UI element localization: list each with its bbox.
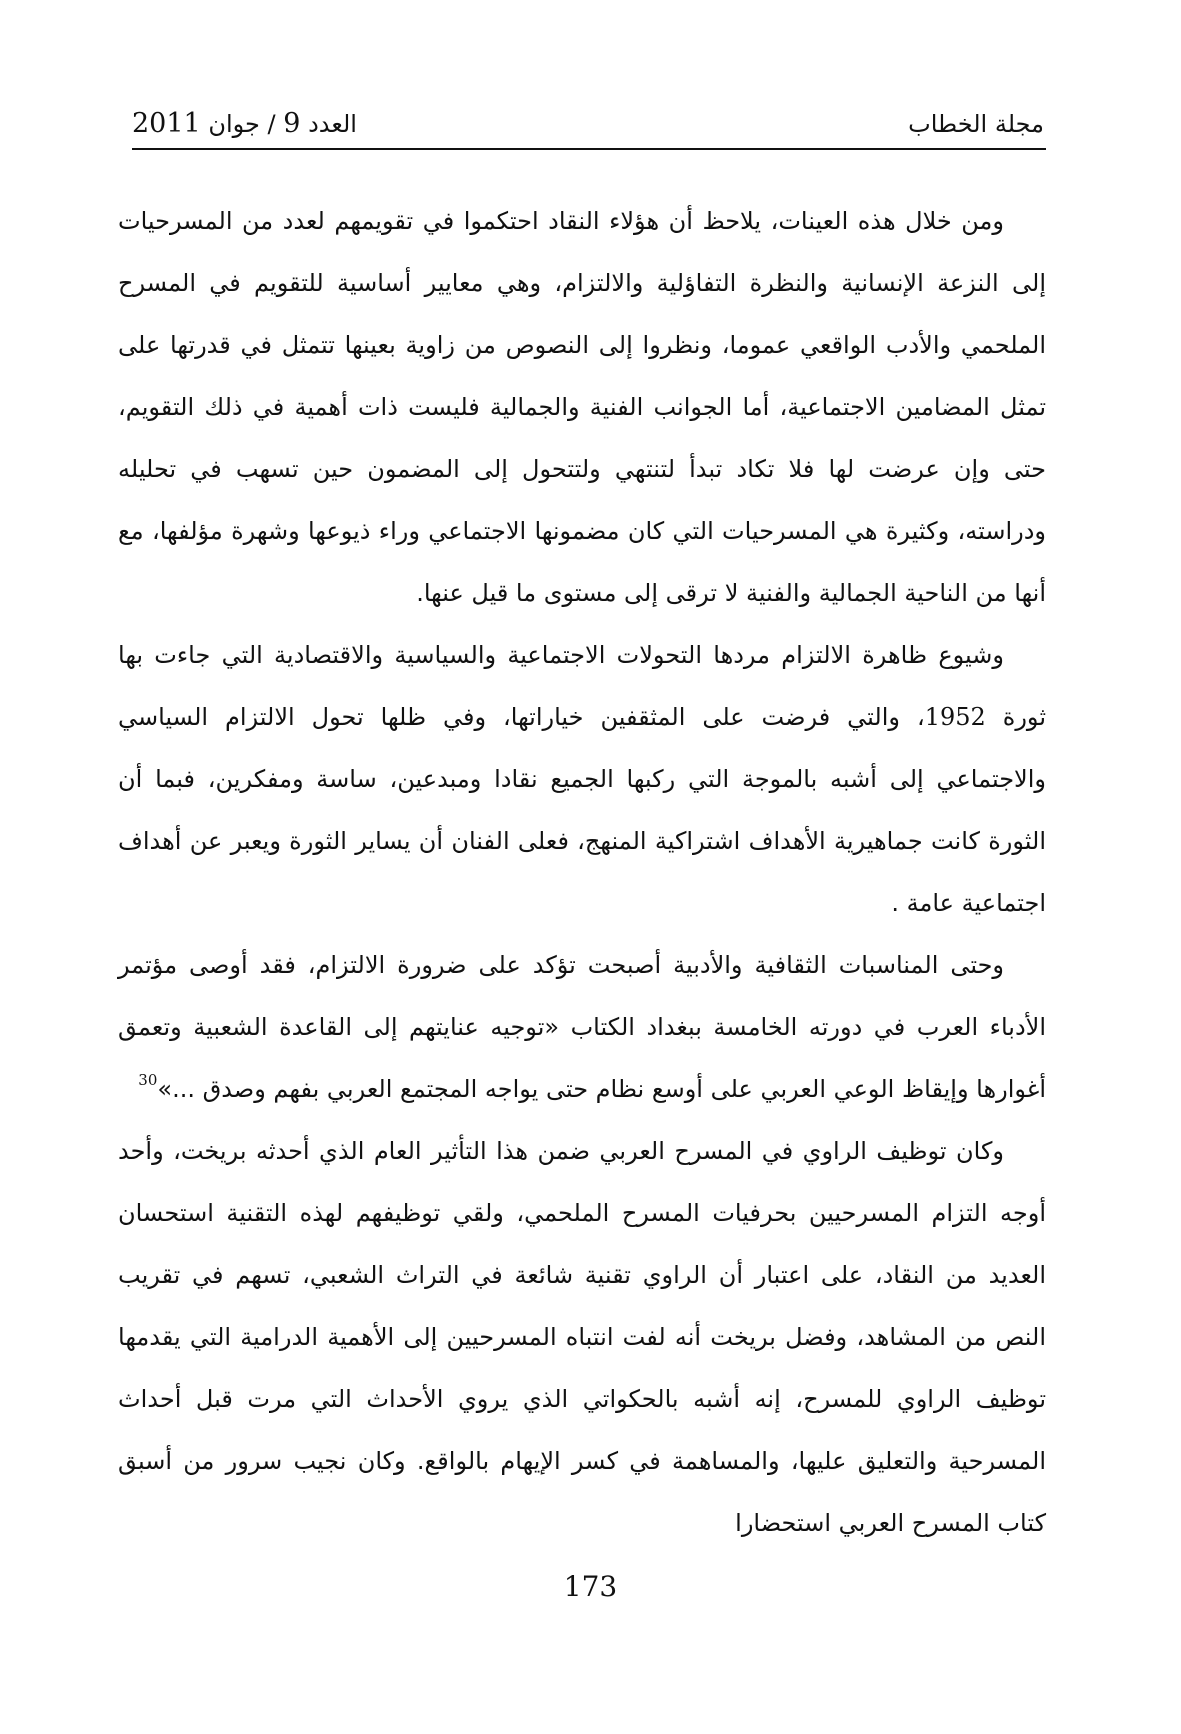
issue-month: جوان [208, 110, 260, 138]
paragraph-text: وشيوع ظاهرة الالتزام مردها التحولات الاجتماعية والسياسية والاقتصادية التي جاءت بها ثورة [118, 641, 1047, 731]
running-header [132, 108, 1046, 150]
issue-label: العدد [308, 110, 357, 138]
issue-year: 2011 [132, 108, 201, 139]
revolution-year: 1952 [924, 703, 986, 731]
paragraph-text: وحتى المناسبات الثقافية والأدبية أصبحت تؤكد على ضرورة الالتزام، فقد أوصى مؤتمر الأدباء العرب في دورته الخامسة ببغداد الكتاب «توجيه عنايتهم إلى القاعدة الشعبية وتعمق أغوارها وإيقاظ الوعي العربي على أوسع نظام حتى يواجه المجتمع العربي بفهم وصدق ...» [118, 951, 1046, 1103]
paragraph [118, 190, 1046, 624]
issue-info [132, 108, 357, 139]
article-body [118, 190, 1046, 1554]
paragraph-text: ، والتي فرضت على المثقفين خياراتها، وفي ظلها تحول الالتزام السياسي والاجتماعي إلى أشبه بالموجة التي ركبها الجميع نقادا ومبدعين، ساسة ومفكرين، فبما أن الثورة كانت جماهيرية الأهداف اشتراكية المنهج، فعلى الفنان أن يساير الثورة ويعبر عن أهداف اجتماعية عامة . [118, 703, 1046, 917]
page-number: 173 [563, 1570, 618, 1603]
paragraph-text: وكان توظيف الراوي في المسرح العربي ضمن هذا التأثير العام الذي أحدثه بريخت، وأحد أوجه التزام المسرحيين بحرفيات المسرح الملحمي، ولقي توظيفهم لهذه التقنية استحسان العديد من النقاد، على اعتبار أن الراوي تقنية شائعة في التراث الشعبي، تسهم في تقريب النص من المشاهد، وفضل بريخت أنه لفت انتباه المسرحيين إلى الأهمية الدرامية التي يقدمها توظيف الراوي للمسرح، إنه أشبه بالحكواتي الذي يروي الأحداث التي مرت قبل أحداث المسرحية والتعليق عليها، والمساهمة في كسر الإيهام بالواقع. وكان نجيب سرور من أسبق كتاب المسرح العربي استحضارا [118, 1137, 1046, 1537]
paragraph [118, 1120, 1046, 1554]
issue-number: 9 [283, 108, 301, 139]
paragraph [118, 624, 1046, 934]
paragraph-text: ومن خلال هذه العينات، يلاحظ أن هؤلاء النقاد احتكموا في تقويمهم لعدد من المسرحيات إلى النزعة الإنسانية والنظرة التفاؤلية والالتزام، وهي معايير أساسية للتقويم في المسرح الملحمي والأدب الواقعي عموما، ونظروا إلى النصوص من زاوية بعينها تتمثل في قدرتها على تمثل المضامين الاجتماعية، أما الجوانب الفنية والجمالية فليست ذات أهمية في ذلك التقويم، حتى وإن عرضت لها فلا تكاد تبدأ لتنتهي ولتتحول إلى المضمون حين تسهب في تحليله ودراسته، وكثيرة هي المسرحيات التي كان مضمونها الاجتماعي وراء ذيوعها وشهرة مؤلفها، مع أنها من الناحية الجمالية والفنية لا ترقى إلى مستوى ما قيل عنها. [118, 207, 1046, 607]
footnote-marker: 30 [138, 1071, 158, 1089]
paragraph [118, 934, 1046, 1120]
issue-separator: / [267, 110, 276, 138]
journal-title: مجلة الخطاب [908, 110, 1044, 138]
